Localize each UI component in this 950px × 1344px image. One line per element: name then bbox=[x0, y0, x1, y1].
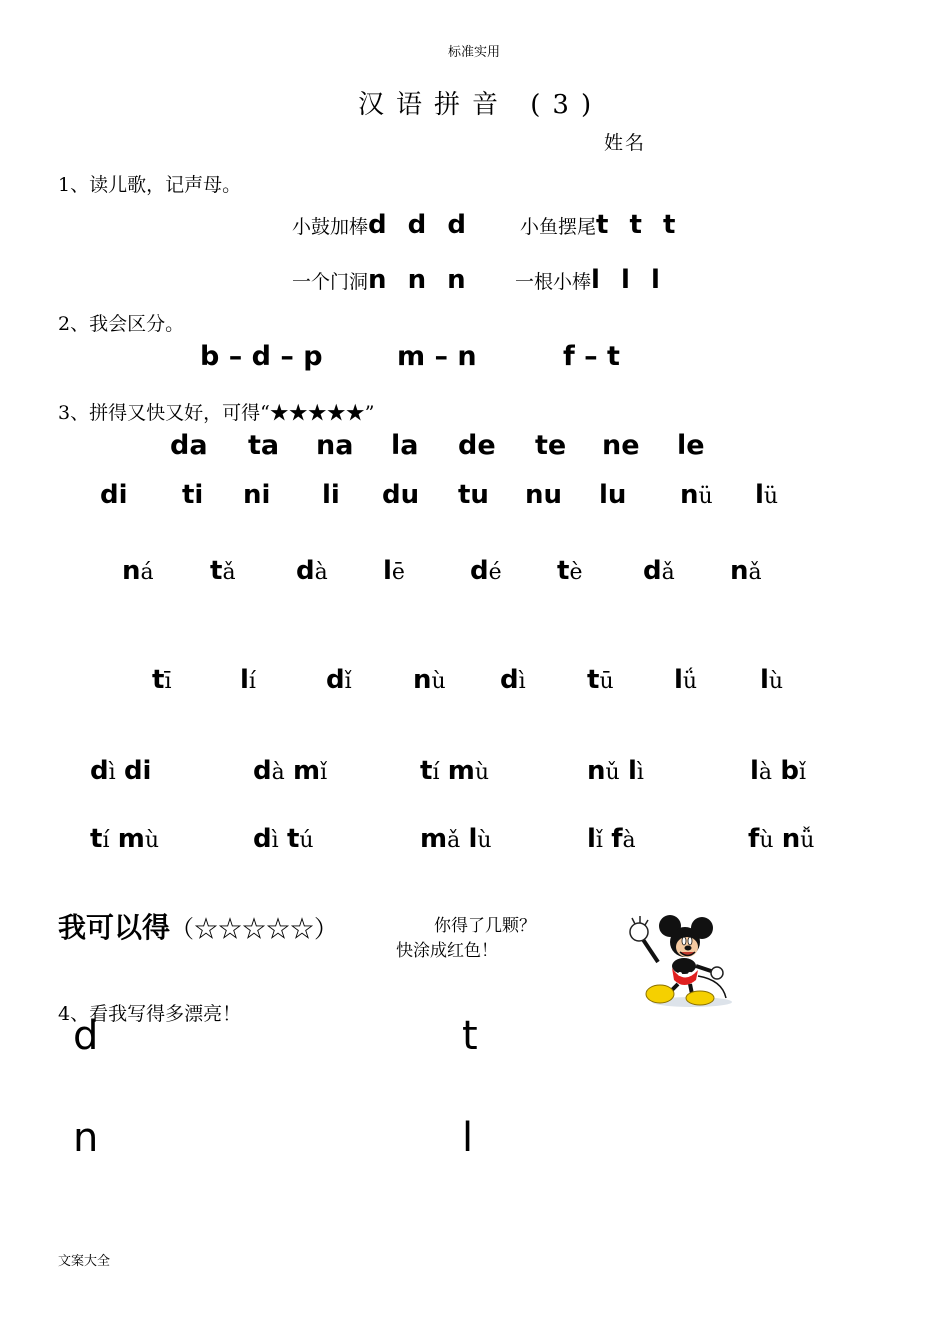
rhyme-text: 小鱼摆尾 bbox=[520, 216, 597, 238]
syllable bbox=[500, 665, 526, 695]
rhyme-letters: d d d bbox=[368, 210, 472, 240]
initial: n bbox=[587, 756, 606, 786]
initial: d bbox=[326, 665, 345, 695]
final: ǎ bbox=[661, 560, 675, 585]
word bbox=[253, 824, 314, 854]
question-2-label: 2、我会区分。 bbox=[58, 313, 185, 335]
final: ù bbox=[431, 669, 446, 694]
empty-stars: （☆☆☆☆☆） bbox=[170, 915, 339, 943]
initial: tu bbox=[458, 480, 489, 510]
syllable bbox=[458, 480, 489, 510]
final: ú bbox=[299, 828, 314, 853]
syllable bbox=[470, 556, 502, 586]
initial: ti bbox=[182, 480, 204, 510]
initial: m bbox=[293, 756, 321, 786]
initial: l bbox=[627, 756, 637, 786]
final: é bbox=[488, 560, 502, 585]
initial: d bbox=[470, 556, 489, 586]
syllable bbox=[557, 556, 582, 586]
syllable bbox=[152, 665, 171, 695]
initial: t bbox=[210, 556, 223, 586]
question-4-label: 4、看我写得多漂亮！ bbox=[58, 1003, 242, 1025]
rhyme-item-2 bbox=[520, 210, 681, 240]
final: ǎ bbox=[748, 560, 762, 585]
distinguish-pair: f – t bbox=[563, 341, 620, 372]
initial: nu bbox=[525, 480, 563, 510]
syllable bbox=[730, 556, 762, 586]
final: ī bbox=[164, 669, 172, 694]
initial: d bbox=[500, 665, 519, 695]
syllable bbox=[525, 480, 562, 510]
syllable bbox=[210, 556, 236, 586]
syllable: ta bbox=[248, 430, 280, 461]
rhyme-letters: l l l bbox=[591, 265, 666, 295]
syllable bbox=[296, 556, 328, 586]
final: ù bbox=[144, 828, 160, 853]
page-footer: 文案大全 bbox=[58, 1254, 111, 1269]
initial: t bbox=[90, 824, 103, 854]
distinguish-pair: b – d – p bbox=[200, 341, 323, 372]
final: á bbox=[140, 560, 154, 585]
initial: n bbox=[781, 824, 801, 854]
word bbox=[420, 756, 489, 786]
syllable bbox=[587, 665, 614, 695]
syllable: la bbox=[391, 430, 419, 461]
word bbox=[253, 756, 327, 786]
syllable: te bbox=[535, 430, 567, 461]
question-3-label: 3、拼得又快又好，可得“★★★★★” bbox=[58, 402, 375, 424]
final: ū bbox=[599, 669, 614, 694]
word bbox=[420, 824, 492, 854]
initial: l bbox=[468, 824, 478, 854]
final: ǎ bbox=[447, 828, 461, 853]
note-line-2: 快涂成红色！ bbox=[396, 941, 498, 961]
distinguish-pair: m – n bbox=[397, 341, 477, 372]
initial: di bbox=[123, 756, 152, 786]
syllable: da bbox=[170, 430, 208, 461]
initial: ni bbox=[243, 480, 271, 510]
initial: t bbox=[557, 556, 570, 586]
initial: di bbox=[100, 480, 128, 510]
syllable bbox=[674, 665, 697, 695]
final: è bbox=[569, 560, 583, 585]
final: ì bbox=[518, 669, 526, 694]
final: ì bbox=[108, 760, 116, 785]
initial: l bbox=[760, 665, 769, 695]
rhyme-text: 一个门洞 bbox=[292, 271, 369, 293]
initial: l bbox=[240, 665, 249, 695]
syllable bbox=[100, 480, 128, 510]
initial: d bbox=[253, 824, 272, 854]
syllable bbox=[122, 556, 154, 586]
initial: d bbox=[253, 756, 272, 786]
writing-letter: l bbox=[462, 1115, 474, 1161]
initial: l bbox=[755, 480, 764, 510]
writing-letter: n bbox=[73, 1115, 99, 1161]
final: ǐ bbox=[344, 669, 352, 694]
final: ì bbox=[271, 828, 279, 853]
syllable bbox=[382, 480, 419, 510]
final: à bbox=[314, 560, 328, 585]
rhyme-text: 一根小棒 bbox=[515, 271, 592, 293]
final: à bbox=[271, 760, 285, 785]
syllable bbox=[182, 480, 203, 510]
initial: m bbox=[447, 756, 475, 786]
syllable: ne bbox=[602, 430, 640, 461]
word bbox=[587, 824, 636, 854]
initial: n bbox=[730, 556, 749, 586]
final: í bbox=[432, 760, 440, 785]
rhyme-letters: n n n bbox=[368, 265, 472, 295]
word bbox=[90, 824, 159, 854]
final: ǎ bbox=[222, 560, 236, 585]
initial: t bbox=[286, 824, 300, 854]
writing-letter: t bbox=[462, 1013, 478, 1059]
initial: l bbox=[750, 756, 759, 786]
syllable bbox=[760, 665, 783, 695]
initial: li bbox=[322, 480, 340, 510]
final: ì bbox=[636, 760, 644, 785]
initial: d bbox=[90, 756, 109, 786]
word bbox=[748, 824, 814, 854]
initial: l bbox=[383, 556, 392, 586]
final: ǐ bbox=[320, 760, 328, 785]
syllable bbox=[643, 556, 675, 586]
final: à bbox=[622, 828, 636, 853]
initial: t bbox=[420, 756, 433, 786]
final: í bbox=[248, 669, 256, 694]
final: ù bbox=[477, 828, 492, 853]
final: ù bbox=[759, 828, 774, 853]
final: ü bbox=[763, 484, 779, 509]
final: ǘ bbox=[682, 669, 698, 694]
mickey-mouse-icon bbox=[622, 910, 742, 1010]
final: ü bbox=[698, 484, 713, 509]
initial: f bbox=[748, 824, 760, 854]
word bbox=[90, 756, 151, 786]
initial: m bbox=[420, 824, 448, 854]
initial: b bbox=[780, 756, 799, 786]
syllable bbox=[322, 480, 340, 510]
syllable: de bbox=[458, 430, 496, 461]
rhyme-item-4 bbox=[515, 265, 666, 295]
initial: t bbox=[152, 665, 165, 695]
initial: n bbox=[680, 480, 699, 510]
final: ǚ bbox=[800, 828, 815, 853]
name-label: 姓名 bbox=[604, 132, 647, 154]
rhyme-letters: t t t bbox=[596, 210, 682, 240]
final: ù bbox=[768, 669, 784, 694]
star-score-line bbox=[58, 906, 338, 946]
rhyme-item-1 bbox=[292, 210, 472, 240]
writing-letter: d bbox=[73, 1013, 99, 1059]
final: à bbox=[758, 760, 773, 785]
syllable bbox=[243, 480, 270, 510]
initial: d bbox=[296, 556, 315, 586]
initial: du bbox=[382, 480, 420, 510]
syllable bbox=[413, 665, 446, 695]
syllable bbox=[240, 665, 256, 695]
gain-label: 我可以得 bbox=[58, 911, 171, 944]
word bbox=[587, 756, 644, 786]
page-title: 汉语拼音 (3) bbox=[358, 90, 604, 120]
final: ǐ bbox=[595, 828, 603, 853]
question-1-label: 1、读儿歌，记声母。 bbox=[58, 174, 242, 196]
syllable: le bbox=[677, 430, 705, 461]
rhyme-text: 小鼓加棒 bbox=[292, 216, 369, 238]
mickey-mouse-image bbox=[622, 910, 742, 1010]
final: í bbox=[102, 828, 110, 853]
initial: lu bbox=[599, 480, 627, 510]
syllable bbox=[599, 480, 626, 510]
initial: d bbox=[643, 556, 662, 586]
initial: n bbox=[122, 556, 141, 586]
word bbox=[750, 756, 806, 786]
initial: n bbox=[413, 665, 432, 695]
rhyme-item-3 bbox=[292, 265, 472, 295]
final: ǔ bbox=[605, 760, 620, 785]
final: ǐ bbox=[798, 760, 806, 785]
syllable bbox=[755, 480, 778, 510]
initial: m bbox=[117, 824, 145, 854]
syllable bbox=[383, 556, 405, 586]
final: ē bbox=[391, 560, 405, 585]
initial: f bbox=[611, 824, 623, 854]
syllable bbox=[326, 665, 352, 695]
page-header: 标准实用 bbox=[448, 45, 501, 60]
initial: l bbox=[674, 665, 683, 695]
initial: l bbox=[587, 824, 596, 854]
final: ù bbox=[474, 760, 490, 785]
initial: t bbox=[587, 665, 600, 695]
note-line-1: 你得了几颗？ bbox=[434, 916, 536, 936]
syllable: na bbox=[316, 430, 354, 461]
syllable bbox=[680, 480, 713, 510]
